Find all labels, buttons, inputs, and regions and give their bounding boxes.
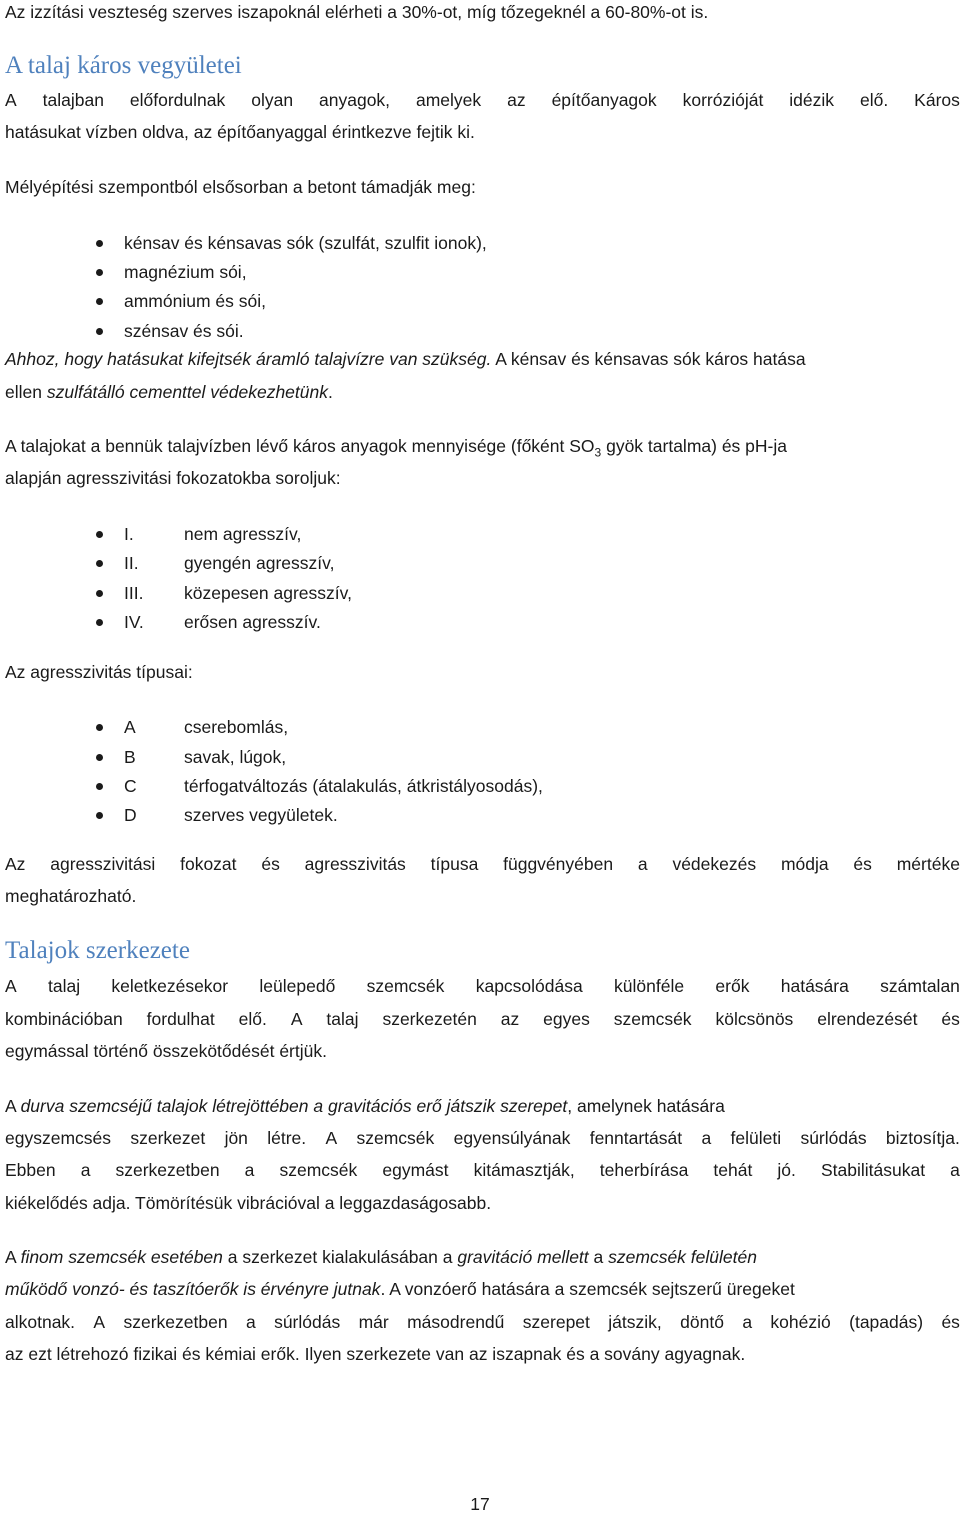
word: fokozat: [180, 854, 237, 874]
word: és: [853, 854, 872, 874]
paragraph-text: ellen: [5, 382, 47, 402]
section-heading-harmful-compounds: A talaj káros vegyületei: [5, 52, 242, 79]
word: súrlódás: [800, 1128, 867, 1148]
word: anyagok,: [319, 90, 391, 110]
level-code: I.: [124, 524, 134, 544]
word: A: [5, 976, 17, 996]
paragraph-6-line-2: meghatározható.: [5, 886, 137, 906]
level-text: gyengén agresszív,: [184, 553, 335, 573]
word: módja: [780, 854, 829, 874]
paragraph-text: A talajokat a bennük talajvízben lévő káros anyagok mennyisége (főként SO: [5, 436, 595, 456]
word: fenntartását: [589, 1128, 683, 1148]
word: egyes: [543, 1009, 590, 1029]
emphasis-text: finom szemcsék esetében: [20, 1247, 223, 1267]
word: leülepedő: [259, 976, 336, 996]
type-code: A: [124, 717, 136, 737]
type-text: savak, lúgok,: [184, 747, 287, 767]
word: talaj: [47, 976, 81, 996]
paragraph-6-line-1: [5, 852, 960, 876]
word: alkotnak.: [5, 1312, 76, 1332]
word: számtalan: [880, 976, 960, 996]
word: kohézió: [770, 1312, 831, 1332]
paragraph-9-line-4: az ezt létrehozó fizikai és kémiai erők. Ilyen szerkezete van az iszapnak és a sovány agyagnak.: [5, 1344, 746, 1364]
word: szemcsék: [356, 1128, 435, 1148]
word: amelyek: [416, 90, 482, 110]
word: keletkezésekor: [111, 976, 229, 996]
emphasis-text: szemcsék felületén: [608, 1247, 757, 1267]
page-number: 17: [470, 1494, 490, 1514]
paragraph-8-line-2: [5, 1126, 960, 1150]
paragraph-text: , amelynek hatására: [567, 1096, 725, 1116]
bullet-icon: [96, 724, 103, 731]
word: másodrendű: [407, 1312, 505, 1332]
paragraph-8-line-4: kiékelődés adja. Tömörítésük vibrációval a leggazdaságosabb.: [5, 1193, 492, 1213]
word: fordulhat: [146, 1009, 215, 1029]
word: kapcsolódása: [475, 976, 583, 996]
level-code: III.: [124, 583, 144, 603]
list-item: ammónium és sói,: [124, 291, 266, 311]
word: különféle: [614, 976, 685, 996]
word: egyszemcsés: [5, 1128, 112, 1148]
word: játszik,: [608, 1312, 662, 1332]
list-item: magnézium sói,: [124, 262, 247, 282]
word: szemcsék: [366, 976, 445, 996]
paragraph-1-line-2: hatásukat vízben oldva, az építőanyaggal érintkezve fejtik ki.: [5, 122, 475, 142]
word: jön: [224, 1128, 248, 1148]
word: szerepet: [522, 1312, 590, 1332]
word: egyensúlyának: [453, 1128, 571, 1148]
bullet-icon: [96, 783, 103, 790]
bullet-icon: [96, 240, 103, 247]
word: elő.: [238, 1009, 267, 1029]
word: egymást: [382, 1160, 449, 1180]
word: kitámasztják,: [473, 1160, 575, 1180]
level-code: II.: [124, 553, 139, 573]
bullet-icon: [96, 590, 103, 597]
word: Stabilitásukat: [820, 1160, 926, 1180]
word: felületi: [730, 1128, 782, 1148]
bullet-icon: [96, 812, 103, 819]
word: talaj: [326, 1009, 359, 1029]
word: szerkezetben: [115, 1160, 220, 1180]
paragraph-text: .: [327, 382, 333, 402]
paragraph-text: A: [5, 1247, 21, 1267]
bullet-icon: [96, 531, 103, 538]
word: biztosítja.: [885, 1128, 960, 1148]
word: olyan: [251, 90, 294, 110]
word: az: [500, 1009, 520, 1029]
type-code: B: [124, 747, 136, 767]
word: hatására: [780, 976, 849, 996]
word: döntő: [680, 1312, 724, 1332]
word: A: [325, 1128, 338, 1148]
bullet-icon: [96, 328, 103, 335]
word: védekezés: [672, 854, 757, 874]
word: (tapadás): [849, 1312, 924, 1332]
paragraph-7-line-1: [5, 974, 960, 998]
word: teherbírása: [599, 1160, 689, 1180]
word: a: [80, 1160, 91, 1180]
paragraph-5: Az agresszivitás típusai:: [5, 662, 193, 682]
word: Az: [5, 854, 26, 874]
type-text: térfogatváltozás (átalakulás, átkristályosodás),: [184, 776, 543, 796]
word: már: [358, 1312, 389, 1332]
word: agresszivitás: [304, 854, 406, 874]
emphasis-text: durva szemcséjű talajok létrejöttében a gravitációs erő játszik szerepet: [20, 1096, 568, 1116]
type-text: szerves vegyületek.: [184, 805, 338, 825]
bullet-icon: [96, 619, 103, 626]
paragraph-9-line-2: [5, 1277, 960, 1301]
word: szemcsék: [279, 1160, 358, 1180]
word: tehát: [713, 1160, 753, 1180]
type-code: D: [124, 805, 137, 825]
word: szerkezet: [130, 1128, 206, 1148]
word: elrendezését: [817, 1009, 918, 1029]
word: A: [93, 1312, 106, 1332]
word: A: [5, 90, 17, 110]
paragraph-7-line-3: egymással történő összekötődését értjük.: [5, 1041, 327, 1061]
type-text: cserebomlás,: [184, 717, 289, 737]
word: agresszivitási: [50, 854, 156, 874]
word: szemcsék: [613, 1009, 692, 1029]
section-heading-soil-structure: Talajok szerkezete: [5, 937, 190, 964]
word: az: [507, 90, 526, 110]
word: a: [742, 1312, 753, 1332]
level-text: erősen agresszív.: [184, 612, 321, 632]
paragraph-8-line-1: [5, 1094, 960, 1118]
word: Káros: [914, 90, 960, 110]
paragraph-1-line-1: [5, 88, 960, 112]
bullet-icon: [96, 298, 103, 305]
paragraph-text: A: [5, 1096, 21, 1116]
emphasis-text: gravitáció mellett: [457, 1247, 589, 1267]
word: építőanyagok: [551, 90, 657, 110]
paragraph-7-line-2: [5, 1007, 960, 1031]
word: erők: [715, 976, 750, 996]
word: és: [941, 1312, 960, 1332]
word: típusa: [430, 854, 479, 874]
word: idézik: [789, 90, 835, 110]
bullet-icon: [96, 269, 103, 276]
level-code: IV.: [124, 612, 144, 632]
paragraph-9-line-3: [5, 1310, 960, 1334]
paragraph-text: a szerkezet kialakulásában a: [222, 1247, 458, 1267]
word: talajban: [42, 90, 104, 110]
bullet-icon: [96, 560, 103, 567]
level-text: közepesen agresszív,: [184, 583, 352, 603]
list-item: szénsav és sói.: [124, 321, 244, 341]
paragraph-9-line-1: [5, 1245, 960, 1269]
paragraph-2: Mélyépítési szempontból elsősorban a betont támadják meg:: [5, 177, 476, 197]
bullet-icon: [96, 754, 103, 761]
paragraph-3-line-2: [5, 380, 960, 404]
paragraph-text: a: [588, 1247, 609, 1267]
word: Ebben: [5, 1160, 56, 1180]
word: kombinációban: [5, 1009, 123, 1029]
type-code: C: [124, 776, 137, 796]
word: és: [261, 854, 280, 874]
word: jó.: [777, 1160, 796, 1180]
word: és: [941, 1009, 960, 1029]
emphasis-text: Ahhoz, hogy hatásukat kifejtsék áramló talajvízre van szükség.: [5, 349, 492, 369]
word: mértéke: [896, 854, 960, 874]
word: szerkezetben: [123, 1312, 228, 1332]
emphasis-text: működő vonzó- és taszítóerők is érvényre jutnak: [5, 1279, 381, 1299]
paragraph-intro: Az izzítási veszteség szerves iszapoknál elérheti a 30%-ot, míg tőzegeknél a 60-80%-ot is.: [5, 2, 709, 22]
word: függvényében: [503, 854, 614, 874]
word: A: [290, 1009, 303, 1029]
word: a: [245, 1312, 256, 1332]
paragraph-3-line-1: [5, 347, 960, 371]
paragraph-text: gyök tartalma) és pH-ja: [601, 436, 787, 456]
level-text: nem agresszív,: [184, 524, 302, 544]
word: a: [244, 1160, 255, 1180]
word: előfordulnak: [129, 90, 226, 110]
word: a: [701, 1128, 712, 1148]
emphasis-text: szulfátálló cementtel védekezhetünk: [46, 382, 328, 402]
word: létre.: [267, 1128, 307, 1148]
word: kölcsönös: [715, 1009, 794, 1029]
list-item: kénsav és kénsavas sók (szulfát, szulfit ionok),: [124, 233, 487, 253]
paragraph-4-line-1: [5, 434, 960, 465]
word: korrózióját: [682, 90, 764, 110]
word: a: [637, 854, 648, 874]
subscript-text: 3: [594, 445, 602, 460]
word: szerkezetén: [382, 1009, 477, 1029]
paragraph-text: . A vonzóerő hatására a szemcsék sejtszerű üregeket: [380, 1279, 795, 1299]
paragraph-8-line-3: [5, 1158, 960, 1182]
paragraph-text: A kénsav és kénsavas sók káros hatása: [491, 349, 806, 369]
word: a: [950, 1160, 960, 1180]
paragraph-4-line-2: alapján agresszivitási fokozatokba soroljuk:: [5, 468, 341, 488]
word: súrlódás: [274, 1312, 341, 1332]
word: elő.: [860, 90, 889, 110]
